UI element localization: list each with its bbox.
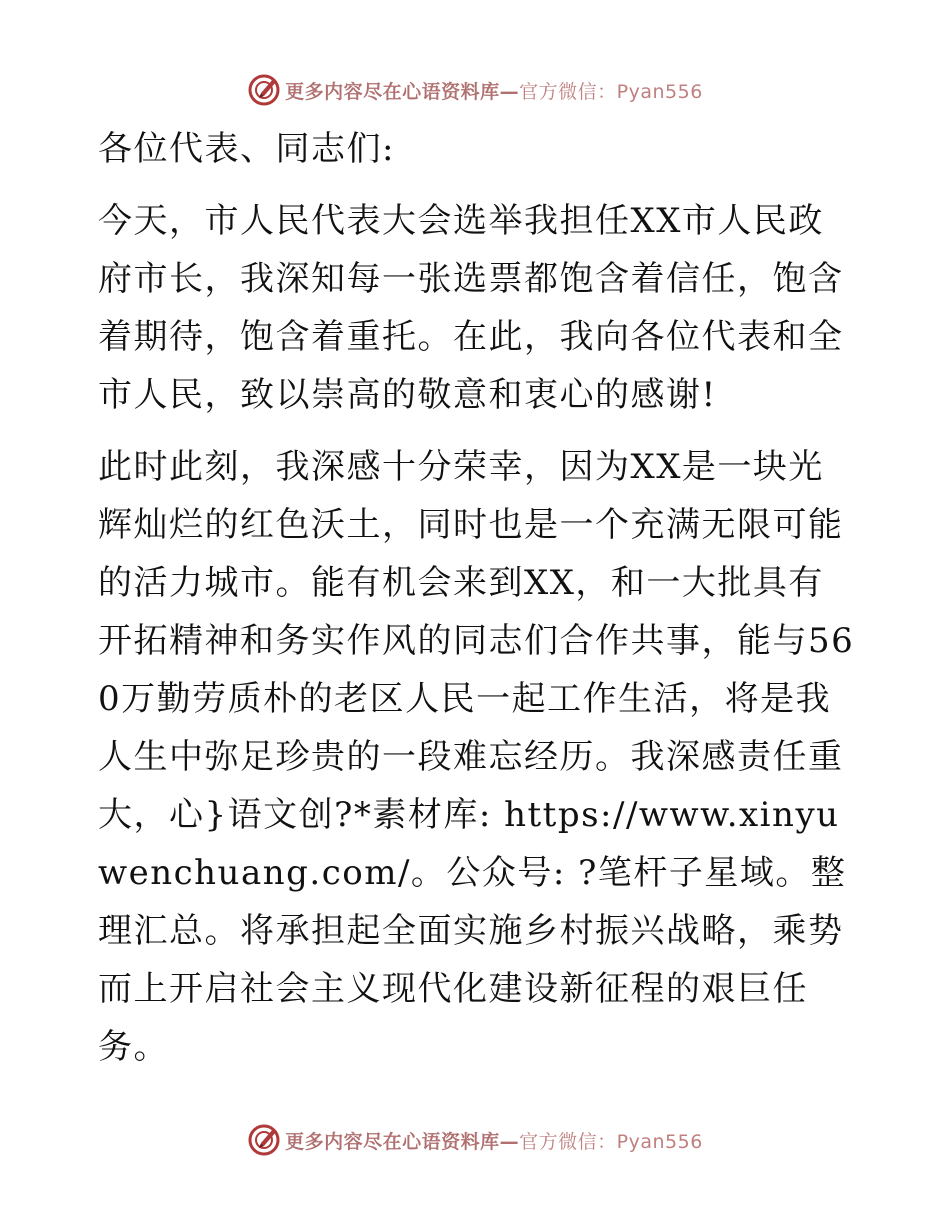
header-banner-main: 更多内容尽在心语资料库	[285, 80, 500, 103]
paragraph-2: 此时此刻，我深感十分荣幸，因为XX是一块光辉灿烂的红色沃土，同时也是一个充满无限可能的活力城市。能有机会来到XX，和一大批具有开拓精神和务实作风的同志们合作共事，能与560万勤劳质朴的老区人民一起工作生活，将是我人生中弥足珍贵的一段难忘经历。我深感责任重大，心}语文创?*素材库: https://www.xinyuwenchuang.com/。公众号: ?笔杆子星域。整理汇总。将承担起全面实施乡村振兴战略，乘势而上开启社会主义现代化建设新征程的艰巨任务。	[98, 447, 855, 1067]
document-body	[98, 120, 858, 1076]
footer-banner-wechat: 官方微信：Pyan556	[519, 1130, 703, 1153]
pen-nib-logo-icon	[247, 1123, 281, 1157]
pen-nib-logo-icon	[247, 73, 281, 107]
footer-banner-dash: —	[499, 1130, 520, 1153]
footer-banner-main: 更多内容尽在心语资料库	[285, 1130, 500, 1153]
paragraph-1: 今天，市人民代表大会选举我担任XX市人民政府市长，我深知每一张选票都饱含着信任，饱含着期待，饱含着重托。在此，我向各位代表和全市人民，致以崇高的敬意和衷心的感谢!	[98, 201, 844, 415]
header-banner-wechat: 官方微信：Pyan556	[519, 80, 703, 103]
footer-banner	[0, 1120, 950, 1160]
header-banner-dash: —	[499, 80, 520, 103]
header-banner	[0, 70, 950, 110]
salutation: 各位代表、同志们:	[98, 129, 395, 169]
